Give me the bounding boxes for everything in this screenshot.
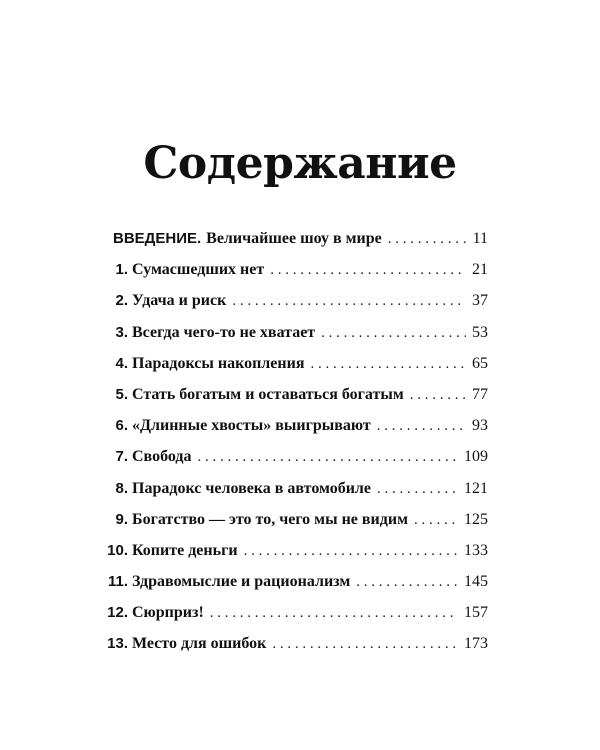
toc-entry[interactable] — [100, 448, 488, 479]
entry-page: 21 — [472, 261, 488, 279]
toc-entry[interactable] — [100, 604, 488, 635]
entry-number: 9. — [115, 510, 128, 528]
entry-title: Копите деньги — [132, 541, 238, 559]
table-of-contents — [100, 230, 488, 667]
dot-leader — [388, 231, 467, 248]
entry-page: 121 — [464, 479, 488, 497]
entry-number: 13. — [107, 635, 128, 653]
entry-page: 65 — [472, 354, 488, 372]
entry-number: 12. — [107, 604, 128, 622]
entry-title: Стать богатым и оставаться богатым — [132, 385, 404, 403]
entry-title: Величайшее шоу в мире — [206, 230, 382, 247]
entry-page: 109 — [464, 448, 488, 466]
entry-number: 10. — [107, 541, 128, 559]
entry-title: «Длинные хвосты» выигрывают — [132, 417, 371, 435]
toc-entry[interactable] — [100, 261, 488, 292]
entry-page: 125 — [464, 510, 488, 528]
entry-page: 157 — [464, 604, 488, 622]
entry-number: 4. — [115, 354, 128, 372]
entry-title: Сумасшедших нет — [132, 261, 265, 279]
entry-number: 5. — [115, 385, 128, 403]
entry-title: Сюрприз! — [132, 604, 204, 622]
entry-title: Парадоксы накопления — [132, 354, 305, 372]
entry-title: Удача и риск — [132, 292, 227, 310]
entry-title: Всегда чего-то не хватает — [132, 323, 316, 341]
page-title: Содержание — [143, 138, 457, 189]
entry-page: 77 — [472, 385, 488, 403]
toc-entry[interactable] — [100, 635, 488, 666]
toc-entry-intro[interactable] — [100, 230, 488, 261]
toc-entry[interactable] — [100, 324, 488, 355]
dot-leader — [410, 387, 466, 404]
dot-leader — [414, 512, 458, 529]
toc-entry[interactable] — [100, 292, 488, 323]
entry-number: 1. — [115, 261, 128, 279]
entry-title: Богатство — это то, чего мы не видим — [132, 510, 408, 528]
dot-leader — [377, 481, 458, 498]
entry-page: 173 — [464, 635, 488, 653]
entry-number: 11. — [107, 573, 128, 591]
toc-entry[interactable] — [100, 417, 488, 448]
entry-number: 3. — [115, 323, 128, 341]
toc-entry[interactable] — [100, 542, 488, 573]
entry-title: Место для ошибок — [132, 635, 267, 653]
dot-leader — [321, 325, 466, 342]
toc-entry[interactable] — [100, 386, 488, 417]
entry-page: 93 — [472, 417, 488, 435]
dot-leader — [210, 605, 458, 622]
entry-number: 8. — [115, 479, 128, 497]
entry-title: Парадокс человека в автомобиле — [132, 479, 371, 497]
entry-page: 53 — [472, 323, 488, 341]
entry-number: 7. — [115, 448, 128, 466]
entry-page: 37 — [472, 292, 488, 310]
entry-title: Здравомыслие и рационализм — [132, 573, 351, 591]
entry-number: 6. — [115, 417, 128, 435]
dot-leader — [198, 449, 458, 466]
dot-leader — [270, 262, 466, 279]
entry-title: Свобода — [132, 448, 192, 466]
dot-leader — [232, 293, 466, 310]
toc-entry[interactable] — [100, 573, 488, 604]
toc-entry[interactable] — [100, 355, 488, 386]
dot-leader — [377, 418, 466, 435]
dot-leader — [244, 543, 458, 560]
toc-entry[interactable] — [100, 511, 488, 542]
entry-page: 133 — [464, 541, 488, 559]
dot-leader — [310, 356, 466, 373]
toc-entry[interactable] — [100, 480, 488, 511]
entry-page: 145 — [464, 573, 488, 591]
entry-page: 11 — [472, 230, 488, 247]
intro-label: ВВЕДЕНИЕ. — [113, 230, 202, 247]
dot-leader — [272, 636, 458, 653]
dot-leader — [356, 574, 458, 591]
entry-number: 2. — [115, 292, 128, 310]
